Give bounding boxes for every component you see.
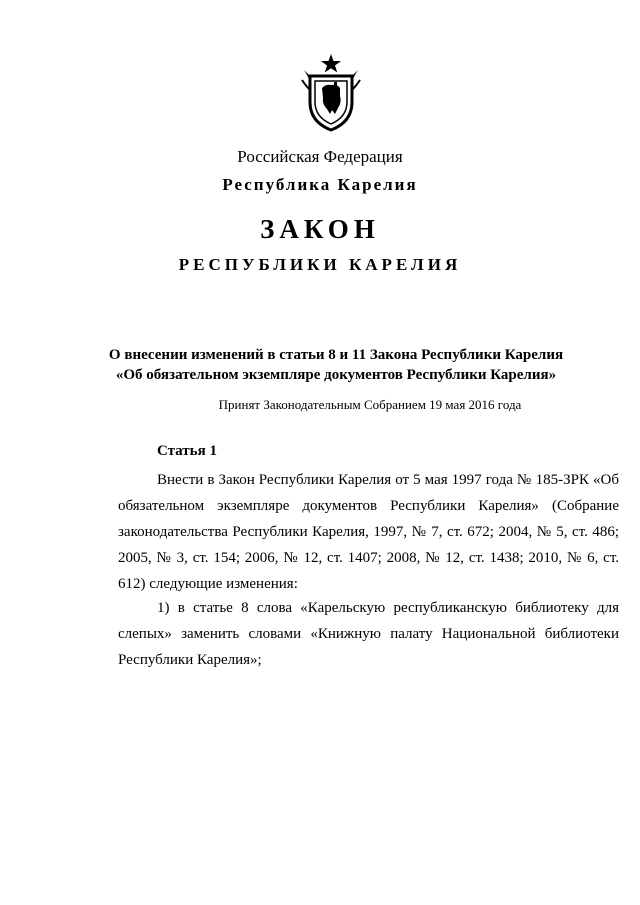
article-paragraph: 1) в статье 8 слова «Карельскую республиканскую библиотеку для слепых» заменить словами «Книжную палату Национальной библиотеки Республики Карелия»; xyxy=(118,600,619,668)
country-name: Российская Федерация xyxy=(237,147,403,166)
law-subtitle: РЕСПУБЛИКИ КАРЕЛИЯ xyxy=(178,255,462,274)
document-title-line1: О внесении изменений в статьи 8 и 11 Закона Республики Карелия xyxy=(108,347,564,363)
republic-name: Республика Карелия xyxy=(222,175,418,194)
adoption-note: Принят Законодательным Собранием 19 мая 2016 года xyxy=(218,397,522,412)
article-heading: Статья 1 xyxy=(157,443,217,459)
law-title: ЗАКОН xyxy=(260,214,380,244)
article-paragraph: Внести в Закон Республики Карелия от 5 мая 1997 года № 185-ЗРК «Об обязательном экземпляре документов Республики Карелия» (Собрание законодательства Республики Карелия, 1997, № 7, ст. 672; 2004, № 5, ст. 486; 2005, № 3, ст. 154; 2006, № 12, ст. 1407; 2008, № 12, ст. 1438; 2010, № 6, ст. 612) следующие изменения: xyxy=(118,472,619,592)
karelia-coat-of-arms-icon xyxy=(300,52,362,132)
document-title-line2: «Об обязательном экземпляре документов Республики Карелия» xyxy=(115,367,557,383)
